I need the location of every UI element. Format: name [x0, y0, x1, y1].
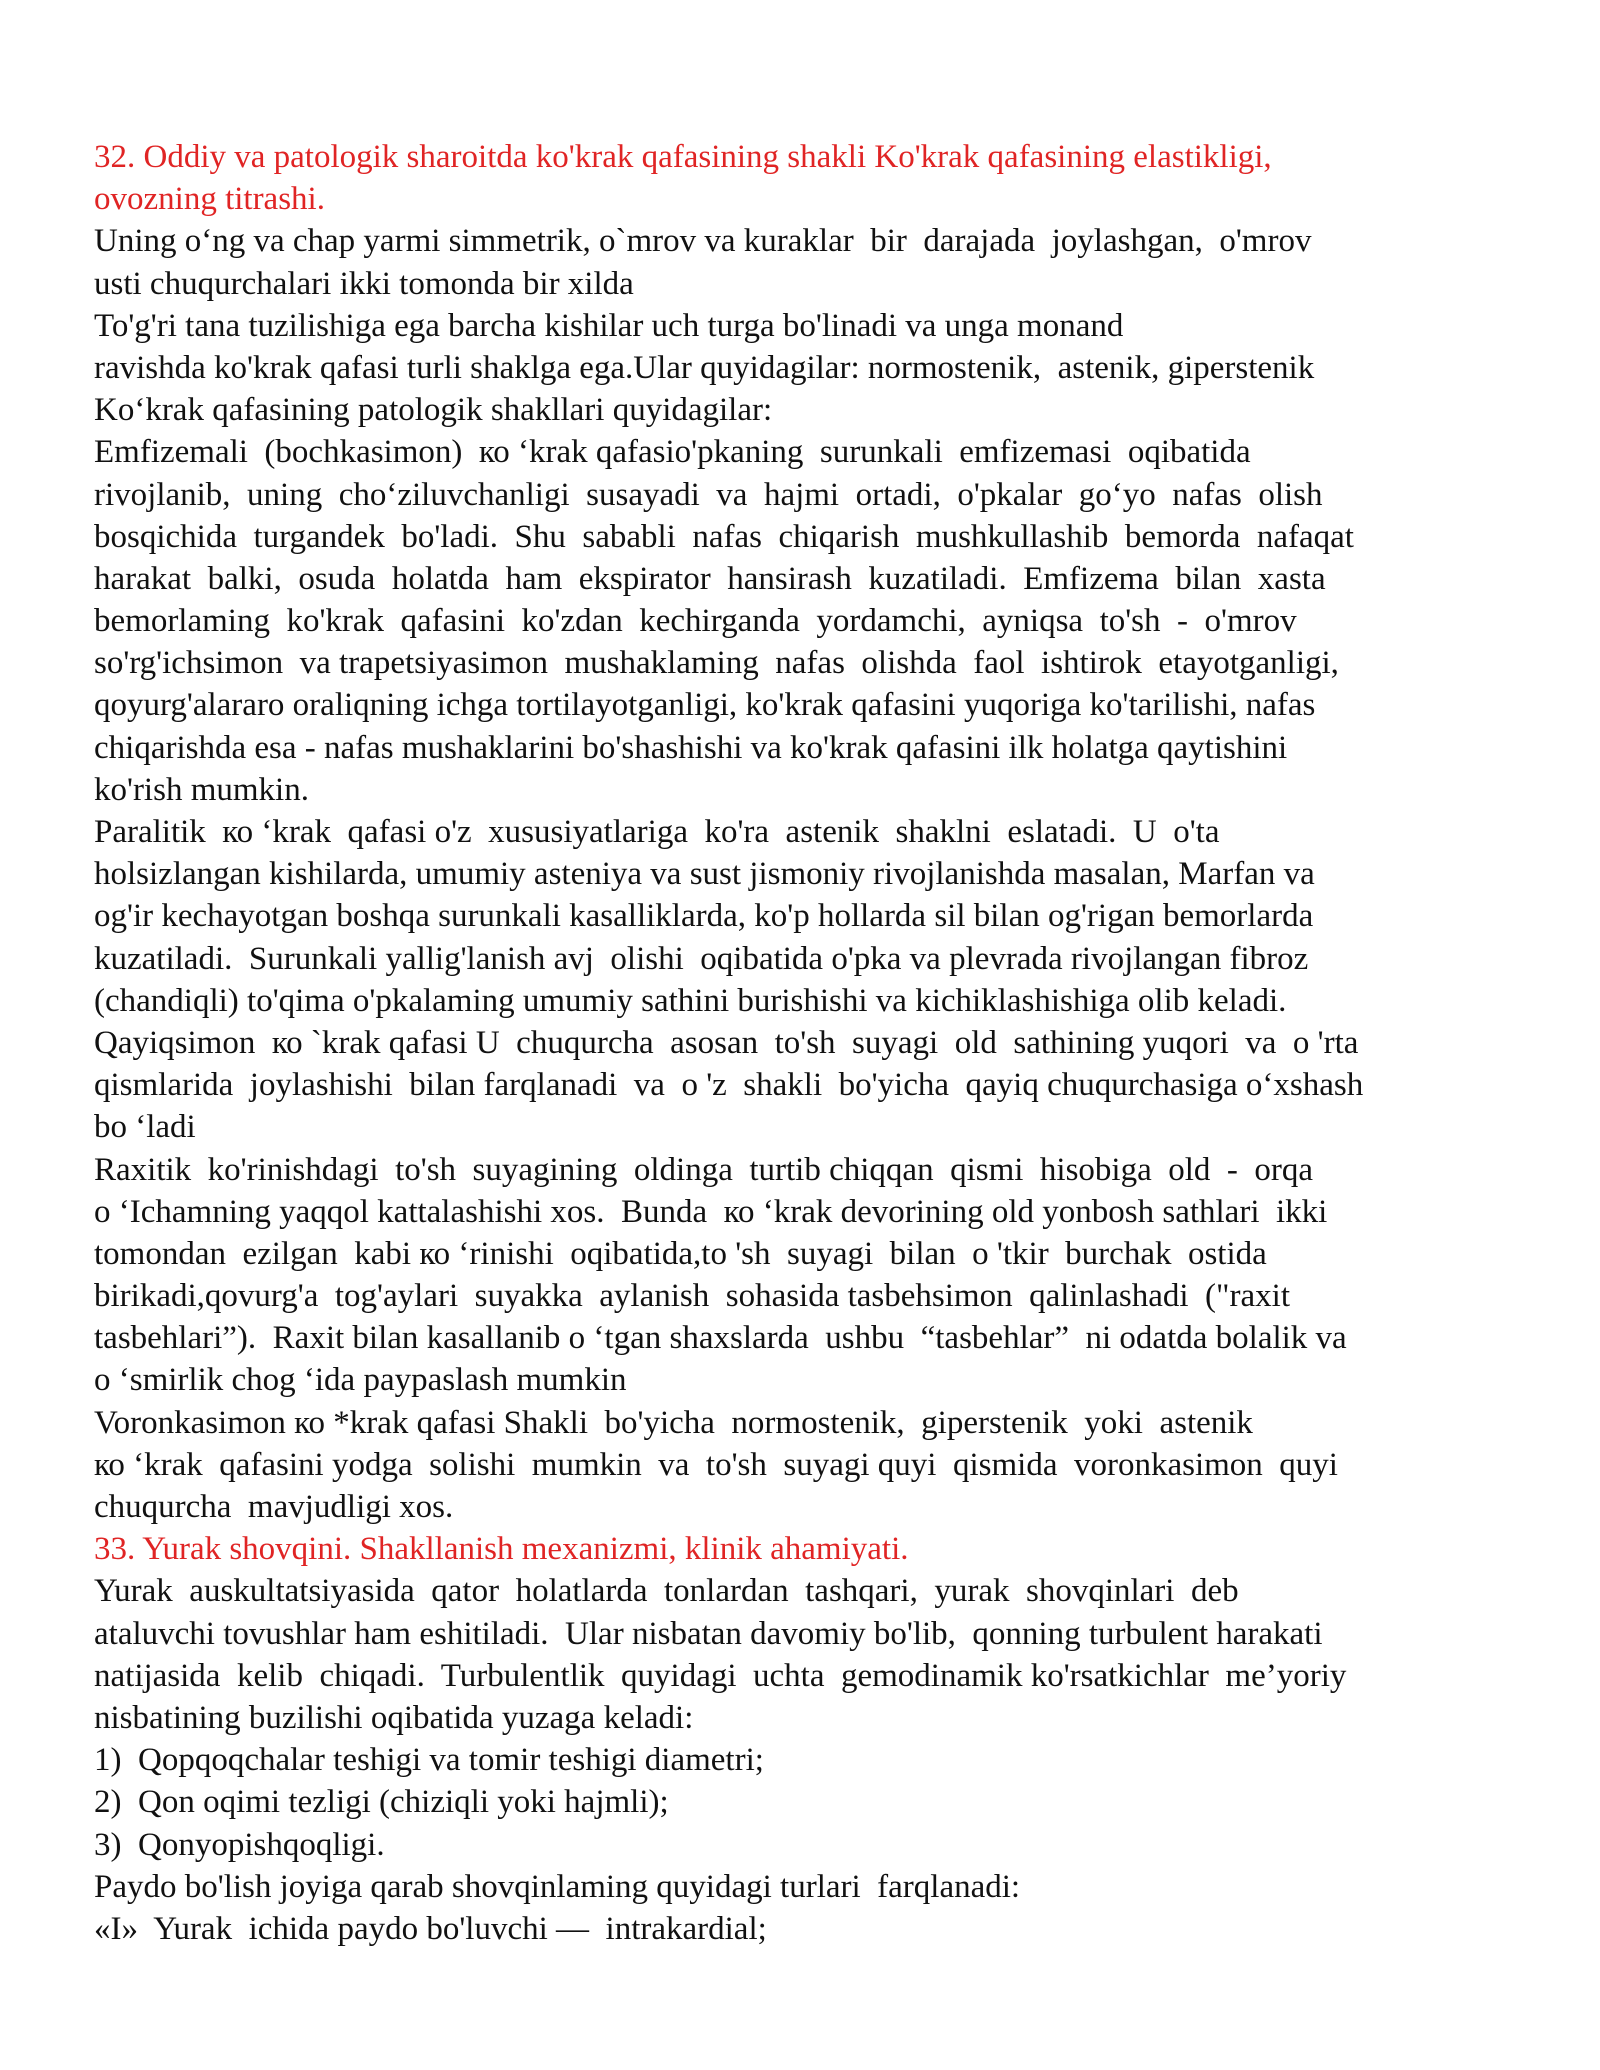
- paragraph: [94, 220, 1514, 304]
- text-line: qoyurg'alararo oraliqning ichga tortilayotganligi, ko'krak qafasini yuqoriga ko'tarilishi, nafas: [94, 687, 1316, 724]
- text-line: holsizlangan kishilarda, umumiy asteniya va sust jismoniy rivojlanishda masalan, Marfan va: [94, 856, 1315, 893]
- text-line: kuzatiladi. Surunkali yallig'lanish avj olishi oqibatida o'pka va plevrada rivojlangan fibroz: [94, 940, 1309, 977]
- paragraph: [94, 1570, 1514, 1739]
- text-line: chuqurcha mavjudligi xos.: [94, 1489, 454, 1525]
- text-line: tasbehlari”). Raxit bilan kasallanib o ‘tgan shaxslarda ushbu “tasbehlar” ni odatda bolalik va: [94, 1320, 1347, 1357]
- text-line: Paydo bo'lish joyiga qarab shovqinlaming quyidagi turlari farqlanadi:: [94, 1868, 1021, 1905]
- paragraph-qayiqsimon: [94, 1022, 1514, 1149]
- paragraph: [94, 1866, 1514, 1950]
- text-line: To'g'ri tana tuzilishiga ega barcha kishilar uch turga bo'linadi va unga monand: [94, 307, 1124, 344]
- text-line: bosqichida turgandek bo'ladi. Shu sababli nafas chiqarish mushkullashib bemorda nafaqat: [94, 518, 1354, 555]
- text-line: (chandiqli) to'qima o'pkalaming umumiy sathini burishishi va kichiklashishiga olib keladi.: [94, 982, 1287, 1019]
- text-line: natijasida kelib chiqadi. Turbulentlik quyidagi uchta gemodinamik ko'rsatkichlar me’yoriy: [94, 1657, 1347, 1694]
- text-line: birikadi,qovurg'a tog'aylari suyakka aylanish sohasida tasbehsimon qalinlashadi ("raxit: [94, 1278, 1290, 1315]
- paragraph: [94, 305, 1514, 389]
- text-line: qismlarida joylashishi bilan farqlanadi va o 'z shakli bo'yicha qayiq chuqurchasiga o‘xshash: [94, 1067, 1364, 1104]
- heading-line: 33. Yurak shovqini. Shakllanish mexanizmi, klinik ahamiyati.: [94, 1531, 909, 1568]
- text-line: bo ‘ladi: [94, 1109, 196, 1146]
- paragraph-paralitik: [94, 811, 1514, 1022]
- text-line: o ‘Ichamning yaqqol kattalashishi xos. Bunda ко ‘krak devorining old yonbosh sathlari ikki: [94, 1193, 1328, 1230]
- paragraph-raxitik: [94, 1149, 1514, 1402]
- text-line: rivojlanib, uning cho‘ziluvchanligi susayadi va hajmi ortadi, o'pkalar go‘yo nafas olish: [94, 476, 1323, 513]
- heading-line: ovozning titrashi.: [94, 181, 325, 218]
- text-line: nisbatining buzilishi oqibatida yuzaga keladi:: [94, 1699, 694, 1736]
- text-line: Qayiqsimon ко `krak qafasi U chuqurcha asosan to'sh suyagi old sathining yuqori va o 'rta: [94, 1024, 1359, 1061]
- text-line: Emfizemali (bochkasimon) ко ‘krak qafasio'pkaning surunkali emfizemasi oqibatida: [94, 434, 1251, 471]
- text-line: Uning o‘ng va chap yarmi simmetrik, o`mrov va kuraklar bir darajada joylashgan, o'mrov: [94, 223, 1312, 260]
- list-item: 3) Qonyopishqoqligi.: [94, 1826, 385, 1863]
- text-line: og'ir kechayotgan boshqa surunkali kasalliklarda, ko'p hollarda sil bilan og'rigan bemorlarda: [94, 898, 1314, 935]
- text-line: ко ‘krak qafasini yodga solishi mumkin va to'sh suyagi quyi qismida voronkasimon quyi: [94, 1446, 1338, 1483]
- list-item: 1) Qopqoqchalar teshigi va tomir teshigi diametri;: [94, 1742, 764, 1779]
- text-line: Ko‘krak qafasining patologik shakllari quyidagilar:: [94, 392, 773, 429]
- text-line: ataluvchi tovushlar ham eshitiladi. Ular nisbatan davomiy bo'lib, qonning turbulent harakati: [94, 1615, 1323, 1652]
- text-line: Yurak auskultatsiyasida qator holatlarda tonlardan tashqari, yurak shovqinlari deb: [94, 1573, 1239, 1610]
- paragraph: [94, 389, 1514, 431]
- text-line: tomondan ezilgan kabi ко ‘rinishi oqibatida,to 'sh suyagi bilan o 'tkir burchak ostida: [94, 1235, 1267, 1272]
- text-line: usti chuqurchalari ikki tomonda bir xilda: [94, 265, 634, 302]
- text-line: ravishda ko'krak qafasi turli shaklga ega.Ular quyidagilar: normostenik, astenik, giperstenik: [94, 349, 1315, 386]
- text-line: «I» Yurak ichida paydo bo'luvchi — intrakardial;: [94, 1910, 767, 1947]
- section-33: [94, 1528, 1514, 1950]
- paragraph-emfizemali: [94, 431, 1514, 811]
- text-line: so'rg'ichsimon va trapetsiyasimon mushaklaming nafas olishda faol ishtirok etayotganligi,: [94, 645, 1339, 682]
- text-line: ko'rish mumkin.: [94, 771, 309, 808]
- list-item: 2) Qon oqimi tezligi (chiziqli yoki hajmli);: [94, 1784, 669, 1821]
- text-line: harakat balki, osuda holatda ham ekspirator hansirash kuzatiladi. Emfizema bilan xasta: [94, 560, 1326, 597]
- section-heading: [94, 1528, 1514, 1570]
- section-heading: [94, 136, 1514, 220]
- numbered-list: [94, 1739, 1514, 1866]
- paragraph-voronkasimon: [94, 1402, 1514, 1529]
- text-line: Voronkasimon ко *krak qafasi Shakli bo'yicha normostenik, giperstenik yoki astenik: [94, 1404, 1253, 1441]
- document-page: [94, 136, 1514, 1950]
- text-line: bemorlaming ko'krak qafasini ko'zdan kechirganda yordamchi, ayniqsa to'sh - o'mrov: [94, 603, 1297, 640]
- text-line: Paralitik ко ‘krak qafasi o'z xususiyatlariga ko'ra astenik shaklni eslatadi. U o'ta: [94, 814, 1220, 850]
- text-line: Raxitik ko'rinishdagi to'sh suyagining oldinga turtib chiqqan qismi hisobiga old - orqa: [94, 1151, 1314, 1188]
- heading-line: 32. Oddiy va patologik sharoitda ko'krak qafasining shakli Ko'krak qafasining elastikligi,: [94, 139, 1272, 175]
- text-line: o ‘smirlik chog ‘ida paypaslash mumkin: [94, 1362, 627, 1399]
- section-32: [94, 136, 1514, 1528]
- text-line: chiqarishda esa - nafas mushaklarini bo'shashishi va ko'krak qafasini ilk holatga qaytishini: [94, 729, 1288, 766]
